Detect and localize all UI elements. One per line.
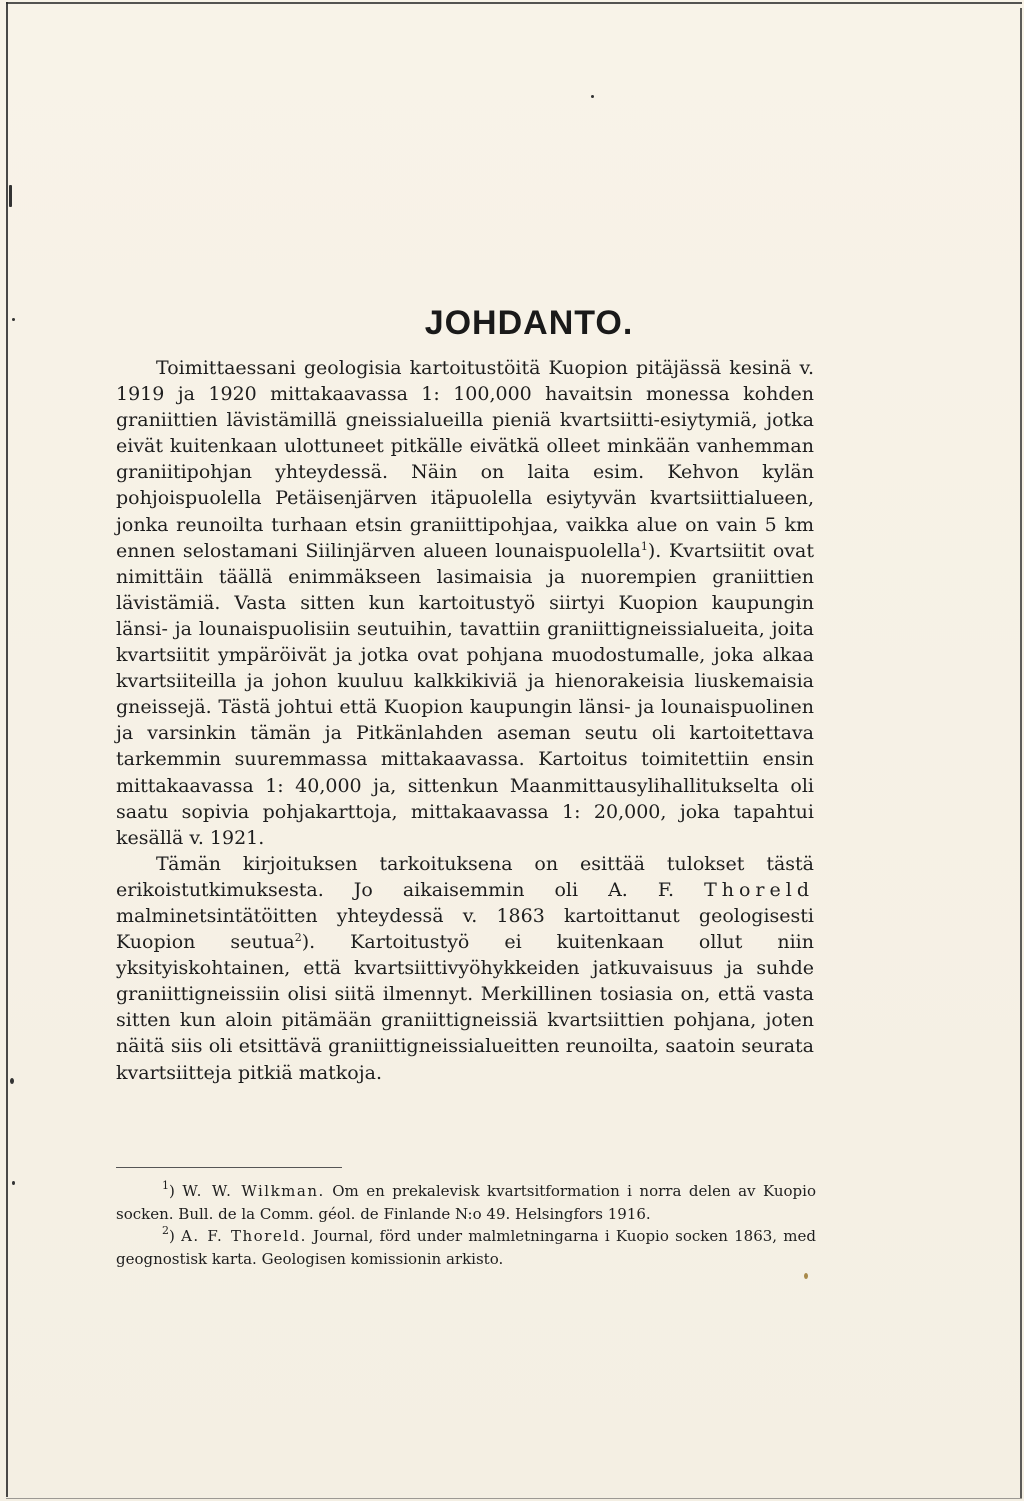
footnotes	[116, 1180, 816, 1270]
paragraph-2-text-b: malminetsintätöitten yhteydessä v. 1863 kartoittanut geologisesti Kuopion seutua	[116, 904, 814, 954]
footnote-2-author: A. F. Thoreld.	[181, 1227, 307, 1245]
footnote-ref-1: 1	[640, 539, 648, 553]
scan-speck	[9, 185, 12, 207]
footnote-2-text: Journal, förd under malmletningarna i Kuopio socken 1863, med geognostisk karta. Geologisen komissionin arkisto.	[116, 1227, 816, 1268]
footnote-1-text: Om en prekalevisk kvartsitformation i norra delen av Kuopio socken. Bull. de la Comm. géol. de Finlande N:o 49. Helsingfors 1916.	[116, 1182, 816, 1223]
footnote-2: $^2$) A. F. Thoreld. Journal, förd under malmletningarna i Kuopio socken 1863, med geognostisk karta. Geologisen komissionin arkisto.	[116, 1224, 816, 1268]
paragraph-2-text-a: Tämän kirjoituksen tarkoituksena on esittää tulokset tästä erikoistutkimuksesta. Jo aikaisemmin oli A. F.	[116, 852, 814, 901]
scan-speck	[804, 1273, 808, 1279]
scan-speck	[10, 1078, 14, 1084]
page-border-right	[1020, 8, 1022, 1498]
footnote-ref-2: 2	[294, 931, 302, 945]
author-name-spaced: Thoreld	[704, 878, 814, 901]
scan-speck	[12, 1181, 15, 1185]
footnote-1-author: W. W. Wilkman.	[182, 1182, 325, 1200]
page-border-left	[6, 2, 8, 1497]
footnote-divider	[116, 1167, 342, 1168]
scan-speck	[591, 95, 594, 98]
footnote-2-mark: 2	[162, 1224, 169, 1237]
paragraph-1	[116, 355, 814, 851]
footnote-1-mark: 1	[162, 1179, 169, 1192]
paragraph-1-text-b: ). Kvartsiitit ovat nimittäin täällä enimmäkseen lasimaisia ja nuorempien graniittien lävistämiä. Vasta sitten kun kartoitustyö siirtyi Kuopion kaupungin länsi- ja lounaispuolisiin seutuihin, tavattiin graniittigneissialueita, joita kvartsiitit ympäröivät ja jotka ovat pohjana muodostumalle, joka alkaa kvartsiiteilla ja johon kuuluu kalkkikiviä ja hienorakeisia liuskemaisia gneissejä. Tästä johtui että Kuopion kaupungin länsi- ja lounaispuolinen ja varsinkin tämän ja Pitkänlahden aseman seutu oli kartoitettava tarkemmin suuremmassa mittakaavassa. Kartoitus toimitettiin ensin mittakaavassa 1: 40,000 ja, sittenkun Maanmittausylihallitukselta oli saatu sopivia pohjakarttoja, mittakaavassa 1: 20,000, joka tapahtui kesällä v. 1921.	[116, 539, 814, 849]
page-title: JOHDANTO.	[424, 304, 634, 342]
paragraph-2	[116, 851, 814, 1086]
page-border-top	[6, 2, 1022, 4]
page-border-bottom	[6, 1498, 1022, 1499]
paragraph-1-text-a: Toimittaessani geologisia kartoitustöitä Kuopion pitäjässä kesinä v. 1919 ja 1920 mittakaavassa 1: 100,000 havaitsin monessa kohden graniittien lävistämillä gneissialueilla pieniä kvartsiitti-esiytymiä, jotka eivät kuitenkaan ulottuneet pitkälle eivätkä olleet minkään vanhemman graniitipohjan yhteydessä. Näin on laita esim. Kehvon kylän pohjoispuolella Petäisenjärven itäpuolella esiytyvän kvartsiittialueen, jonka reunoilta turhaan etsin graniittipohjaa, vaikka alue on vain 5 km ennen selostamani Siilinjärven alueen lounaispuolella	[116, 357, 814, 562]
footnote-1: $^1$) W. W. Wilkman. Om en prekalevisk kvartsitformation i norra delen av Kuopio socken. Bull. de la Comm. géol. de Finlande N:o 49. Helsingfors 1916.	[116, 1179, 816, 1223]
main-text	[116, 355, 814, 1086]
paragraph-2-text-c: ). Kartoitustyö ei kuitenkaan ollut niin yksityiskohtainen, että kvartsiittivyöhykkeiden jatkuvaisuus ja suhde graniittigneissiin olisi siitä ilmennyt. Merkillinen tosiasia on, että vasta sitten kun aloin pitämään graniittigneissiä kvartsiittien pohjana, joten näitä siis oli etsittävä graniittigneissialueitten reunoilta, saatoin seurata kvartsiitteja pitkiä matkoja.	[116, 931, 814, 1084]
